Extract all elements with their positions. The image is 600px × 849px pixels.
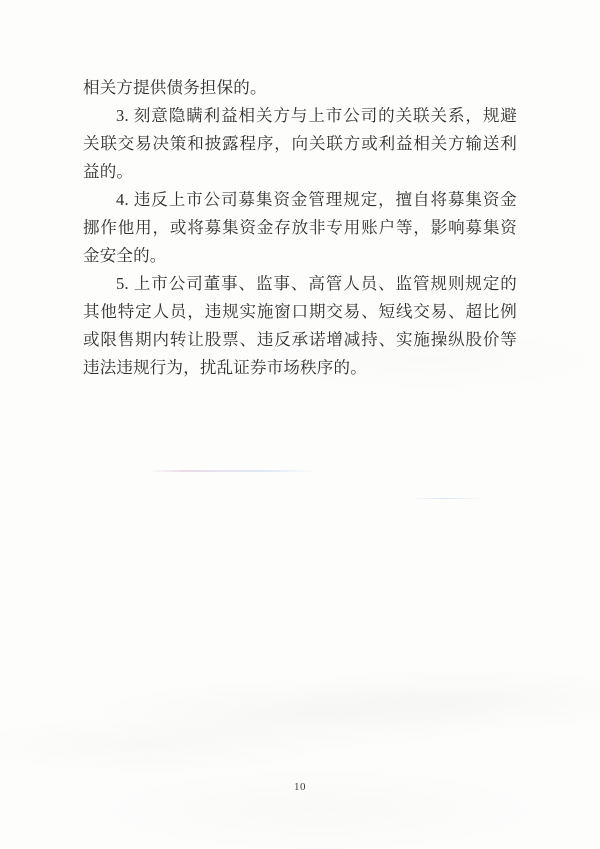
paragraph-item-5: 5. 上市公司董事、监事、高管人员、监管规则规定的其他特定人员，违规实施窗口期交易、短线交易、超比例或限售期内转让股票、违反承诺增减持、实施操纵股价等违法违规行为，扰乱证券市场秩序的。 — [83, 274, 517, 377]
paragraph-item-4: 4. 违反上市公司募集资金管理规定，擅自将募集资金挪作他用，或将募集资金存放非专用账户等，影响募集资金安全的。 — [83, 190, 517, 265]
paragraph-item-3: 3. 刻意隐瞒利益相关方与上市公司的关联关系，规避关联交易决策和披露程序，向关联方或利益相关方输送利益的。 — [83, 106, 517, 181]
page-number: 10 — [294, 781, 306, 793]
document-body — [83, 74, 517, 382]
scan-artifact-line — [148, 470, 316, 472]
paragraph-continuation: 相关方提供债务担保的。 — [83, 78, 267, 97]
scan-artifact-line — [410, 498, 484, 499]
